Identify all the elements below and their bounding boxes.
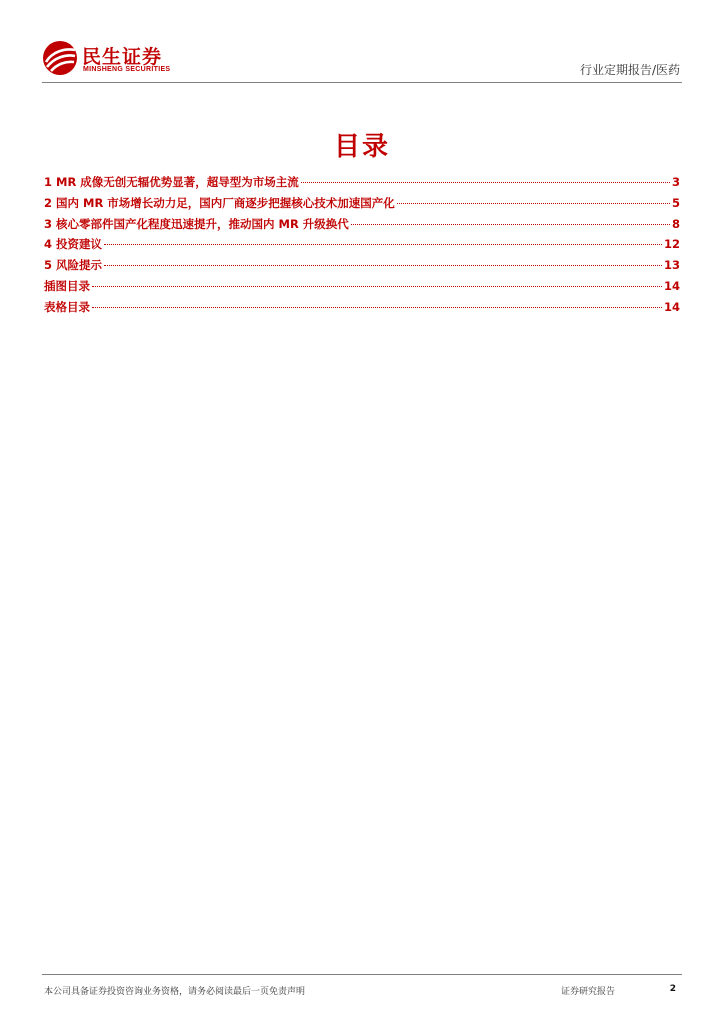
toc-entry-text: 3 核心零部件国产化程度迅速提升，推动国内 MR 升级换代 — [44, 216, 349, 231]
page-header — [0, 0, 724, 90]
footer-doc-type: 证券研究报告 — [561, 987, 616, 997]
toc-entry-text: 4 投资建议 — [44, 237, 103, 252]
toc-entry[interactable] — [44, 236, 680, 257]
toc-title: 目录 — [333, 132, 390, 162]
toc-dot-leader — [92, 286, 662, 287]
report-type-label: 行业定期报告/医药 — [579, 63, 680, 77]
toc-entry-page: 5 — [671, 195, 680, 210]
toc-entry-page: 14 — [663, 278, 680, 293]
toc-entry[interactable] — [44, 195, 680, 216]
toc-entry-text: 2 国内 MR 市场增长动力足，国内厂商逐步把握核心技术加速国产化 — [44, 195, 395, 210]
toc-entry-text: 插图目录 — [44, 278, 90, 293]
footer-divider — [42, 974, 682, 975]
toc-entry-text: 5 风险提示 — [44, 258, 103, 273]
toc-entry-text: 表格目录 — [44, 299, 90, 314]
toc-dot-leader — [104, 265, 662, 266]
company-logo — [42, 40, 212, 80]
toc-entry[interactable] — [44, 216, 680, 237]
toc-dot-leader — [351, 224, 670, 225]
page-number: 2 — [669, 984, 676, 994]
logo-name-en: MINSHENG SECURITIES — [83, 66, 171, 73]
toc-entry-page: 13 — [663, 258, 680, 273]
toc-dot-leader — [397, 203, 670, 204]
minsheng-logo-icon — [42, 40, 78, 76]
toc-entry[interactable] — [44, 257, 680, 278]
toc-entry-page: 12 — [663, 237, 680, 252]
toc-entry-page: 3 — [671, 175, 680, 189]
toc-entry-text: 1 MR 成像无创无辐优势显著，超导型为市场主流 — [44, 175, 299, 189]
toc-entry-page: 14 — [663, 299, 680, 314]
toc-entry[interactable] — [44, 174, 680, 195]
toc-entry[interactable] — [44, 278, 680, 299]
header-divider — [42, 82, 682, 83]
toc-dot-leader — [104, 244, 662, 245]
logo-name-cn: 民生证券 — [82, 46, 163, 68]
toc-dot-leader — [92, 307, 662, 308]
toc-entry-page: 8 — [671, 216, 680, 231]
toc-entry[interactable] — [44, 299, 680, 320]
footer-disclaimer: 本公司具备证券投资咨询业务资格，请务必阅读最后一页免责声明 — [44, 987, 306, 997]
toc-dot-leader — [301, 182, 670, 183]
table-of-contents — [44, 174, 680, 320]
